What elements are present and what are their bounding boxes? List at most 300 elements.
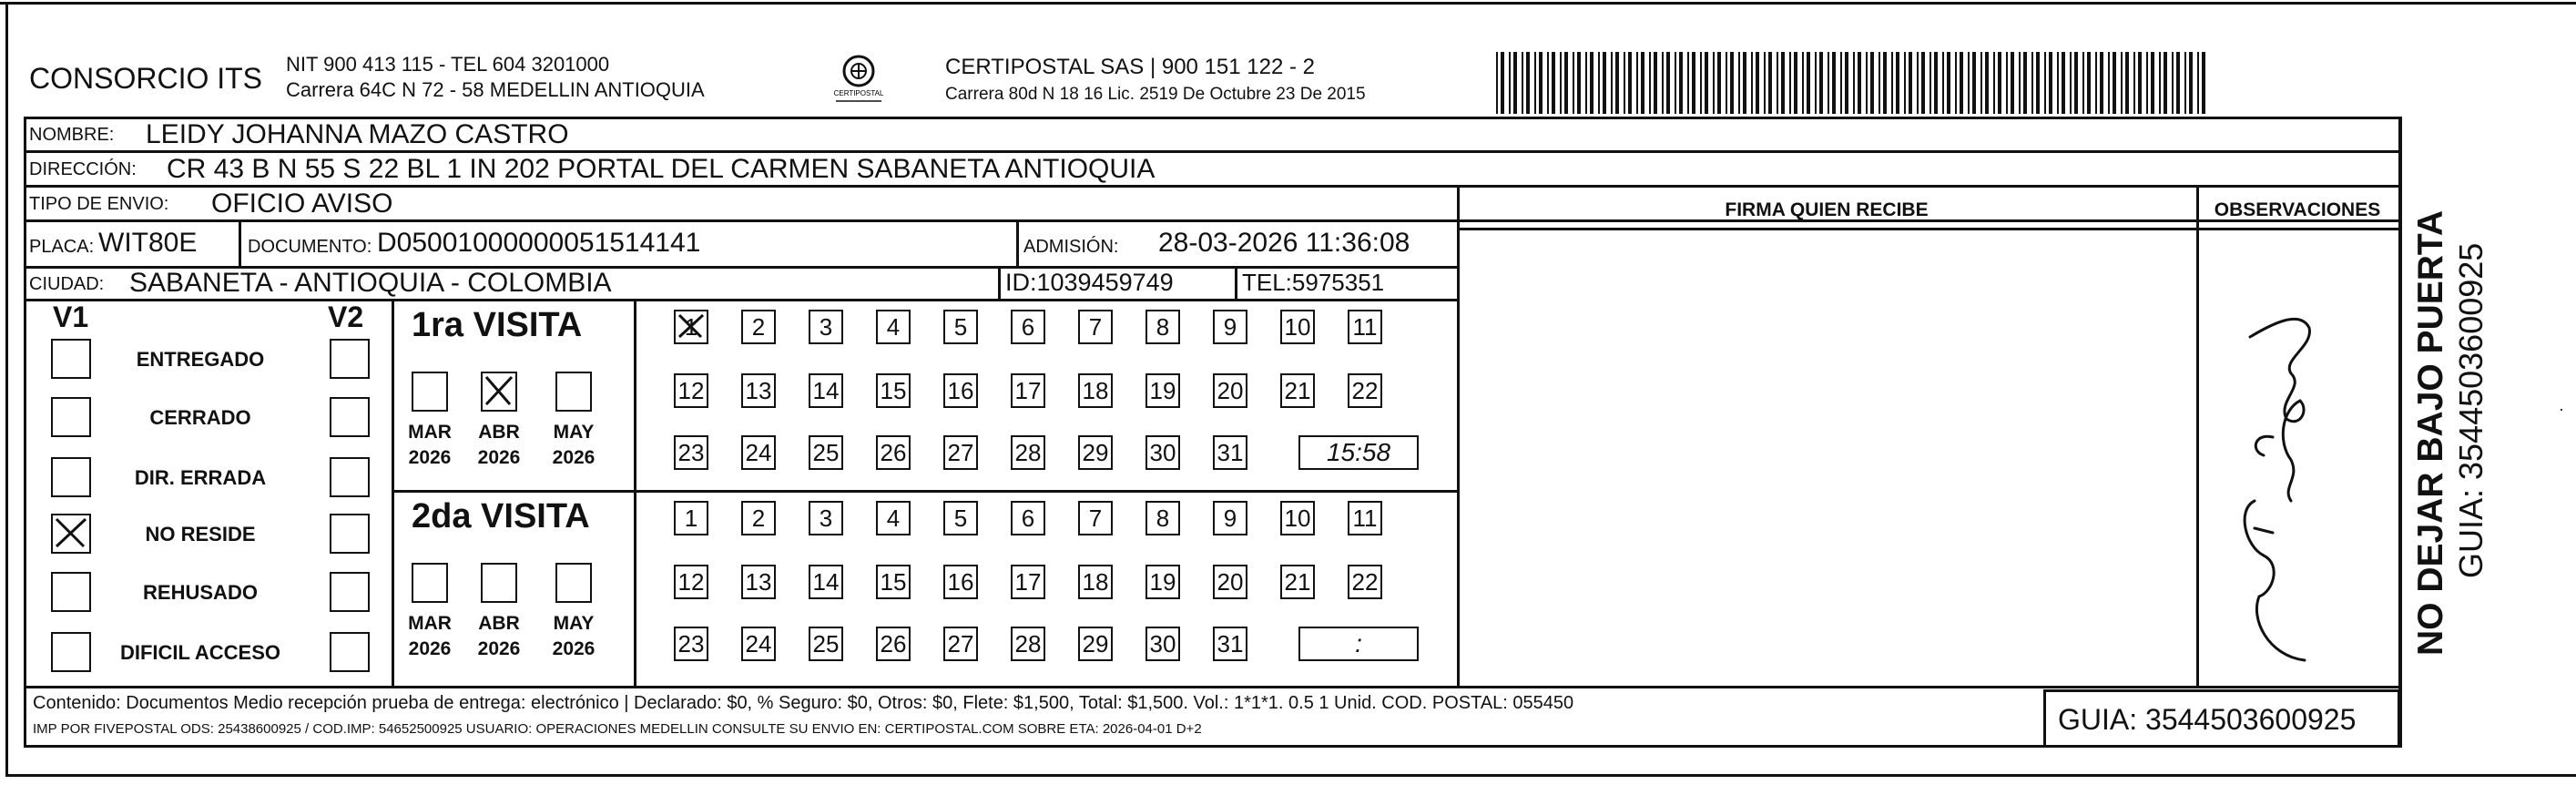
barcode-bar <box>1909 52 1912 114</box>
day-box-27[interactable] <box>943 435 978 470</box>
barcode-bar <box>1552 52 1555 114</box>
day-box-25[interactable] <box>809 435 843 470</box>
barcode-bar <box>1560 52 1562 114</box>
visit-title: 1ra VISITA <box>412 306 583 344</box>
barcode-bar <box>1585 52 1587 114</box>
day-box-26[interactable] <box>876 435 911 470</box>
warning-text: NO DEJAR BAJO PUERTA <box>2411 209 2450 656</box>
company-address: Carrera 64C N 72 - 58 MEDELLIN ANTIOQUIA <box>286 78 705 101</box>
month-checkbox[interactable] <box>555 372 592 412</box>
v1-checkbox[interactable] <box>51 457 91 497</box>
barcode-bar <box>2146 52 2148 114</box>
day-box-30[interactable] <box>1145 627 1180 661</box>
day-number: 27 <box>947 438 974 466</box>
day-number: 26 <box>880 438 907 466</box>
plate-label: PLACA: <box>29 237 95 257</box>
barcode-bar <box>2074 52 2078 114</box>
certipostal-logo <box>827 53 891 107</box>
barcode-bar <box>2100 52 2103 114</box>
time-box[interactable] <box>1298 435 1419 470</box>
day-box-8[interactable] <box>1145 310 1180 344</box>
v2-checkbox[interactable] <box>330 397 370 437</box>
day-number: 1 <box>684 504 698 532</box>
day-number: 10 <box>1284 312 1311 341</box>
send-type-label: TIPO DE ENVIO: <box>29 194 169 214</box>
barcode-bar <box>1687 52 1689 114</box>
day-number: 31 <box>1217 629 1244 658</box>
barcode-bar <box>1972 52 1976 114</box>
day-box-23[interactable] <box>674 435 708 470</box>
day-number: 12 <box>677 567 705 596</box>
day-box-10[interactable] <box>1280 310 1315 344</box>
barcode-bar <box>1522 52 1523 114</box>
day-number: 18 <box>1082 567 1109 596</box>
day-number: 19 <box>1149 376 1176 404</box>
day-box-18[interactable] <box>1078 373 1113 408</box>
plate: WIT80E <box>98 228 198 258</box>
col-line <box>2398 117 2401 748</box>
barcode-bar <box>1840 52 1842 114</box>
barcode-bar <box>2176 52 2180 114</box>
day-box-2[interactable] <box>741 501 776 535</box>
day-number: 19 <box>1149 567 1176 596</box>
day-box-4[interactable] <box>876 501 911 535</box>
day-box-1[interactable] <box>674 310 708 344</box>
visit-separator <box>392 490 1457 493</box>
month-label: MAR <box>408 613 452 634</box>
visit-time: 15:58 <box>1326 438 1391 466</box>
admission-label: ADMISIÓN: <box>1023 237 1119 257</box>
status-option-label: ENTREGADO <box>136 348 265 371</box>
barcode-bar <box>1819 52 1823 114</box>
barcode-bar <box>2184 52 2186 114</box>
day-number: 29 <box>1082 629 1109 658</box>
visit-time: : <box>1355 629 1362 658</box>
day-box-13[interactable] <box>741 373 776 408</box>
barcode-bar <box>1866 52 1868 114</box>
barcode-bar <box>2057 52 2059 114</box>
edge-mark: · <box>2559 400 2564 418</box>
day-box-20[interactable] <box>1213 373 1247 408</box>
day-box-6[interactable] <box>1011 310 1045 344</box>
status-option-label: DIR. ERRADA <box>134 466 267 489</box>
day-number: 11 <box>1352 504 1378 532</box>
barcode-bar <box>1985 52 1989 114</box>
day-number: 17 <box>1014 567 1042 596</box>
barcode-bar <box>1845 52 1848 114</box>
day-box-14[interactable] <box>809 565 843 599</box>
day-box-17[interactable] <box>1011 565 1045 599</box>
day-box-31[interactable] <box>1213 435 1247 470</box>
day-number: 21 <box>1284 567 1311 596</box>
recipient-name: LEIDY JOHANNA MAZO CASTRO <box>146 119 569 149</box>
barcode-bar <box>1738 52 1740 114</box>
day-number: 29 <box>1082 438 1109 466</box>
content-line: Contenido: Documentos Medio recepción prueba de entrega: electrónico | Declarado: $0, % Seguro: $0, Otros: $0, Flete: $1,500, Total: $1,500. Vol.: 1*1*1. 0.5 1 Unid. COD. POSTAL: 055450 <box>33 693 1574 713</box>
barcode-bar <box>1794 52 1797 114</box>
month-label: ABR <box>478 422 520 443</box>
imp-line: IMP POR FIVEPOSTAL ODS: 25438600925 / COD.IMP: 54652500925 USUARIO: OPERACIONES MEDELLIN CONSULTE SU ENVIO EN: CERTIPOSTAL.COM SOBRE ETA: 2026-04-01 D+2 <box>33 721 1202 737</box>
day-box-9[interactable] <box>1213 310 1247 344</box>
barcode-bar <box>2095 52 2097 114</box>
day-box-21[interactable] <box>1280 373 1315 408</box>
address-label: DIRECCIÓN: <box>29 159 137 179</box>
barcode-bar <box>1858 52 1861 114</box>
day-box-3[interactable] <box>809 501 843 535</box>
day-box-29[interactable] <box>1078 627 1113 661</box>
barcode-bar <box>2070 52 2072 114</box>
day-number: 2 <box>751 504 766 532</box>
day-box-2[interactable] <box>741 310 776 344</box>
day-box-11[interactable] <box>1348 501 1382 535</box>
day-number: 24 <box>745 629 772 658</box>
barcode-bar <box>1993 52 1995 114</box>
barcode-bar <box>2151 52 2154 114</box>
barcode-bar <box>1968 52 1970 114</box>
month-label: ABR <box>478 613 520 634</box>
recipient-tel: TEL:5975351 <box>1242 269 1385 296</box>
day-box-5[interactable] <box>943 501 978 535</box>
recipient-city: SABANETA - ANTIOQUIA - COLOMBIA <box>129 268 612 298</box>
row-line <box>24 299 1457 301</box>
document-number: D05001000000051514141 <box>377 228 701 258</box>
v1-checkbox[interactable] <box>51 632 91 672</box>
day-box-15[interactable] <box>876 373 911 408</box>
company-nit: NIT 900 413 115 - TEL 604 3201000 <box>286 53 610 76</box>
day-number: 22 <box>1351 567 1379 596</box>
barcode-bar <box>1904 52 1906 114</box>
barcode-bar <box>1590 52 1593 114</box>
footer-guide: GUIA: 3544503600925 <box>2058 703 2357 736</box>
day-box-14[interactable] <box>809 373 843 408</box>
barcode-bar <box>1853 52 1855 114</box>
day-number: 30 <box>1149 438 1176 466</box>
status-option-label: REHUSADO <box>143 581 258 604</box>
day-box-30[interactable] <box>1145 435 1180 470</box>
barcode-bar <box>1705 52 1708 114</box>
barcode-bar <box>1624 52 1625 114</box>
barcode-bar <box>1526 52 1530 114</box>
day-number: 28 <box>1014 629 1042 658</box>
barcode-bar <box>1917 52 1919 114</box>
v2-checkbox[interactable] <box>330 339 370 379</box>
barcode-bar <box>1896 52 1899 114</box>
barcode-bar <box>1717 52 1721 114</box>
day-number: 20 <box>1217 376 1244 404</box>
day-box-1[interactable] <box>674 501 708 535</box>
carrier-name: CERTIPOSTAL SAS | 900 151 122 - 2 <box>945 55 1315 79</box>
barcode-bar <box>1807 52 1810 114</box>
day-box-8[interactable] <box>1145 501 1180 535</box>
day-number: 14 <box>812 376 840 404</box>
day-number: 17 <box>1014 376 1042 404</box>
day-number: 8 <box>1156 504 1170 532</box>
barcode-bar <box>1751 52 1753 114</box>
day-box-7[interactable] <box>1078 501 1113 535</box>
day-number: 5 <box>953 504 968 532</box>
day-number: 3 <box>819 504 833 532</box>
barcode-bar <box>1662 52 1664 114</box>
barcode-bar <box>1611 52 1613 114</box>
barcode-bar <box>1649 52 1651 114</box>
day-box-5[interactable] <box>943 310 978 344</box>
barcode-bar <box>1636 52 1638 114</box>
barcode-bar <box>1802 52 1804 114</box>
barcode-bar <box>1615 52 1619 114</box>
day-box-12[interactable] <box>674 565 708 599</box>
year-label: 2026 <box>477 638 521 659</box>
barcode-bar <box>1496 52 1498 114</box>
barcode-bar <box>1768 52 1772 114</box>
day-box-16[interactable] <box>943 373 978 408</box>
day-number: 21 <box>1284 376 1311 404</box>
day-box-16[interactable] <box>943 565 978 599</box>
day-box-22[interactable] <box>1348 373 1382 408</box>
barcode-bar <box>1815 52 1817 114</box>
v1-checkbox[interactable] <box>51 397 91 437</box>
day-number: 9 <box>1223 312 1237 341</box>
month-checkbox[interactable] <box>481 563 517 603</box>
barcode-bar <box>2108 52 2110 114</box>
day-box-9[interactable] <box>1213 501 1247 535</box>
day-number: 13 <box>745 376 772 404</box>
barcode-bar <box>1577 52 1581 114</box>
day-number: 26 <box>880 629 907 658</box>
month-label: MAY <box>553 613 595 634</box>
month-checkbox[interactable] <box>481 372 517 412</box>
day-box-28[interactable] <box>1011 435 1045 470</box>
day-box-28[interactable] <box>1011 627 1045 661</box>
day-number: 7 <box>1088 312 1103 341</box>
day-box-23[interactable] <box>674 627 708 661</box>
day-number: 25 <box>812 438 840 466</box>
barcode-bar <box>1534 52 1536 114</box>
day-number: 4 <box>886 504 901 532</box>
day-number: 7 <box>1088 504 1103 532</box>
v1-checkbox[interactable] <box>51 339 91 379</box>
year-label: 2026 <box>408 638 452 659</box>
day-box-7[interactable] <box>1078 310 1113 344</box>
barcode-bar <box>1573 52 1574 114</box>
status-option-label: CERRADO <box>149 406 251 429</box>
day-box-18[interactable] <box>1078 565 1113 599</box>
company-name: CONSORCIO ITS <box>29 62 263 95</box>
barcode-bar <box>2138 52 2142 114</box>
v1-checkbox[interactable] <box>51 514 91 554</box>
day-number: 9 <box>1223 504 1237 532</box>
day-box-11[interactable] <box>1348 310 1382 344</box>
day-number: 4 <box>886 312 901 341</box>
barcode-bar <box>1666 52 1670 114</box>
bottom-border <box>5 774 2576 777</box>
day-number: 16 <box>947 567 974 596</box>
visit-title: 2da VISITA <box>412 497 590 535</box>
day-box-21[interactable] <box>1280 565 1315 599</box>
col-line <box>239 219 241 266</box>
name-label: NOMBRE: <box>29 125 115 145</box>
month-checkbox[interactable] <box>555 563 592 603</box>
barcode-bar <box>1564 52 1568 114</box>
v2-checkbox[interactable] <box>330 514 370 554</box>
barcode-bar <box>1713 52 1715 114</box>
col-line <box>1016 219 1019 266</box>
day-number: 15 <box>880 567 907 596</box>
barcode-bar <box>1934 52 1938 114</box>
day-box-29[interactable] <box>1078 435 1113 470</box>
barcode-bar <box>1998 52 2001 114</box>
barcode-bar <box>2125 52 2129 114</box>
logo-text: CERTIPOSTAL <box>833 89 884 97</box>
barcode-bar <box>1789 52 1791 114</box>
day-number: 20 <box>1217 567 1244 596</box>
barcode-bar <box>1743 52 1746 114</box>
day-box-25[interactable] <box>809 627 843 661</box>
day-number: 23 <box>677 629 705 658</box>
observations-header: OBSERVACIONES <box>2214 199 2381 220</box>
v2-checkbox[interactable] <box>330 632 370 672</box>
year-label: 2026 <box>552 447 596 468</box>
barcode-bar <box>2202 52 2205 114</box>
day-box-17[interactable] <box>1011 373 1045 408</box>
barcode-bar <box>1598 52 1600 114</box>
day-box-26[interactable] <box>876 627 911 661</box>
year-label: 2026 <box>408 447 452 468</box>
barcode-bar <box>1628 52 1632 114</box>
col-line <box>998 266 1001 299</box>
day-number: 30 <box>1149 629 1176 658</box>
day-number: 24 <box>745 438 772 466</box>
day-box-15[interactable] <box>876 565 911 599</box>
year-label: 2026 <box>477 447 521 468</box>
barcode-bar <box>2197 52 2199 114</box>
barcode-bar <box>1764 52 1766 114</box>
barcode-bar <box>2087 52 2091 114</box>
barcode-bar <box>1891 52 1893 114</box>
day-box-24[interactable] <box>741 435 776 470</box>
row-line <box>1457 228 2402 230</box>
barcode-bar <box>1955 52 1957 114</box>
day-number: 28 <box>1014 438 1042 466</box>
barcode-bar <box>1730 52 1734 114</box>
year-label: 2026 <box>552 638 596 659</box>
day-number: 2 <box>751 312 766 341</box>
v2-checkbox[interactable] <box>330 457 370 497</box>
day-box-19[interactable] <box>1145 373 1180 408</box>
day-number: 3 <box>819 312 833 341</box>
left-border <box>5 2 8 776</box>
day-number: 27 <box>947 629 974 658</box>
check-mark-icon <box>676 311 707 342</box>
day-number: 12 <box>677 376 705 404</box>
v1-label: V1 <box>53 301 89 333</box>
day-number: 6 <box>1021 312 1035 341</box>
carrier-license: Carrera 80d N 18 16 Lic. 2519 De Octubre 23 De 2015 <box>945 85 1366 104</box>
barcode-bar <box>2172 52 2174 114</box>
barcode-bar <box>1781 52 1785 114</box>
day-box-4[interactable] <box>876 310 911 344</box>
check-mark-icon <box>53 515 89 552</box>
day-box-10[interactable] <box>1280 501 1315 535</box>
barcode-bar <box>1692 52 1695 114</box>
day-number: 18 <box>1082 376 1109 404</box>
check-mark-icon <box>483 373 515 410</box>
col-line <box>2196 185 2199 686</box>
day-number: 31 <box>1217 438 1244 466</box>
v1-checkbox[interactable] <box>51 572 91 612</box>
send-type: OFICIO AVISO <box>211 189 393 219</box>
barcode-bar <box>2023 52 2027 114</box>
barcode-bar <box>1509 52 1511 114</box>
barcode-bar <box>2133 52 2135 114</box>
document-label: DOCUMENTO: <box>248 237 372 257</box>
day-number: 1 <box>684 312 698 341</box>
barcode-bar <box>2036 52 2040 114</box>
city-label: CIUDAD: <box>29 274 105 294</box>
day-box-3[interactable] <box>809 310 843 344</box>
month-checkbox[interactable] <box>412 372 448 412</box>
day-box-31[interactable] <box>1213 627 1247 661</box>
barcode-bar <box>1980 52 1982 114</box>
barcode-bar <box>1501 52 1504 114</box>
barcode-bar <box>1603 52 1606 114</box>
top-border <box>0 2 2576 5</box>
day-box-13[interactable] <box>741 565 776 599</box>
recipient-address: CR 43 B N 55 S 22 BL 1 IN 202 PORTAL DEL CARMEN SABANETA ANTIOQUIA <box>167 154 1156 184</box>
day-box-24[interactable] <box>741 627 776 661</box>
day-number: 11 <box>1352 312 1378 341</box>
barcode-bar <box>1756 52 1759 114</box>
day-box-12[interactable] <box>674 373 708 408</box>
day-number: 5 <box>953 312 968 341</box>
barcode-bar <box>1832 52 1836 114</box>
signature-header: FIRMA QUIEN RECIBE <box>1725 199 1929 220</box>
footer-top-line <box>24 686 2402 688</box>
col-line <box>1457 185 1460 686</box>
v2-checkbox[interactable] <box>330 572 370 612</box>
status-option-label: NO RESIDE <box>145 523 256 545</box>
month-label: MAY <box>553 422 595 443</box>
v2-label: V2 <box>328 301 364 333</box>
barcode-bar <box>2159 52 2161 114</box>
day-box-22[interactable] <box>1348 565 1382 599</box>
day-number: 25 <box>812 629 840 658</box>
barcode <box>1496 52 2225 114</box>
row-line <box>24 219 2402 222</box>
month-checkbox[interactable] <box>412 563 448 603</box>
barcode-bar <box>2164 52 2167 114</box>
day-number: 23 <box>677 438 705 466</box>
day-box-19[interactable] <box>1145 565 1180 599</box>
barcode-bar <box>1929 52 1931 114</box>
barcode-bar <box>2189 52 2193 114</box>
barcode-bar <box>2062 52 2065 114</box>
barcode-bar <box>1777 52 1778 114</box>
day-box-6[interactable] <box>1011 501 1045 535</box>
recipient-id: ID:1039459749 <box>1005 269 1174 296</box>
day-number: 14 <box>812 567 840 596</box>
time-box[interactable] <box>1298 627 1419 661</box>
day-box-20[interactable] <box>1213 565 1247 599</box>
barcode-bar <box>2044 52 2046 114</box>
day-number: 16 <box>947 376 974 404</box>
barcode-bar <box>2113 52 2116 114</box>
barcode-bar <box>1726 52 1727 114</box>
col-line <box>1235 266 1237 299</box>
row-line <box>24 185 2402 188</box>
day-box-27[interactable] <box>943 627 978 661</box>
barcode-bar <box>2006 52 2008 114</box>
barcode-bar <box>1879 52 1880 114</box>
